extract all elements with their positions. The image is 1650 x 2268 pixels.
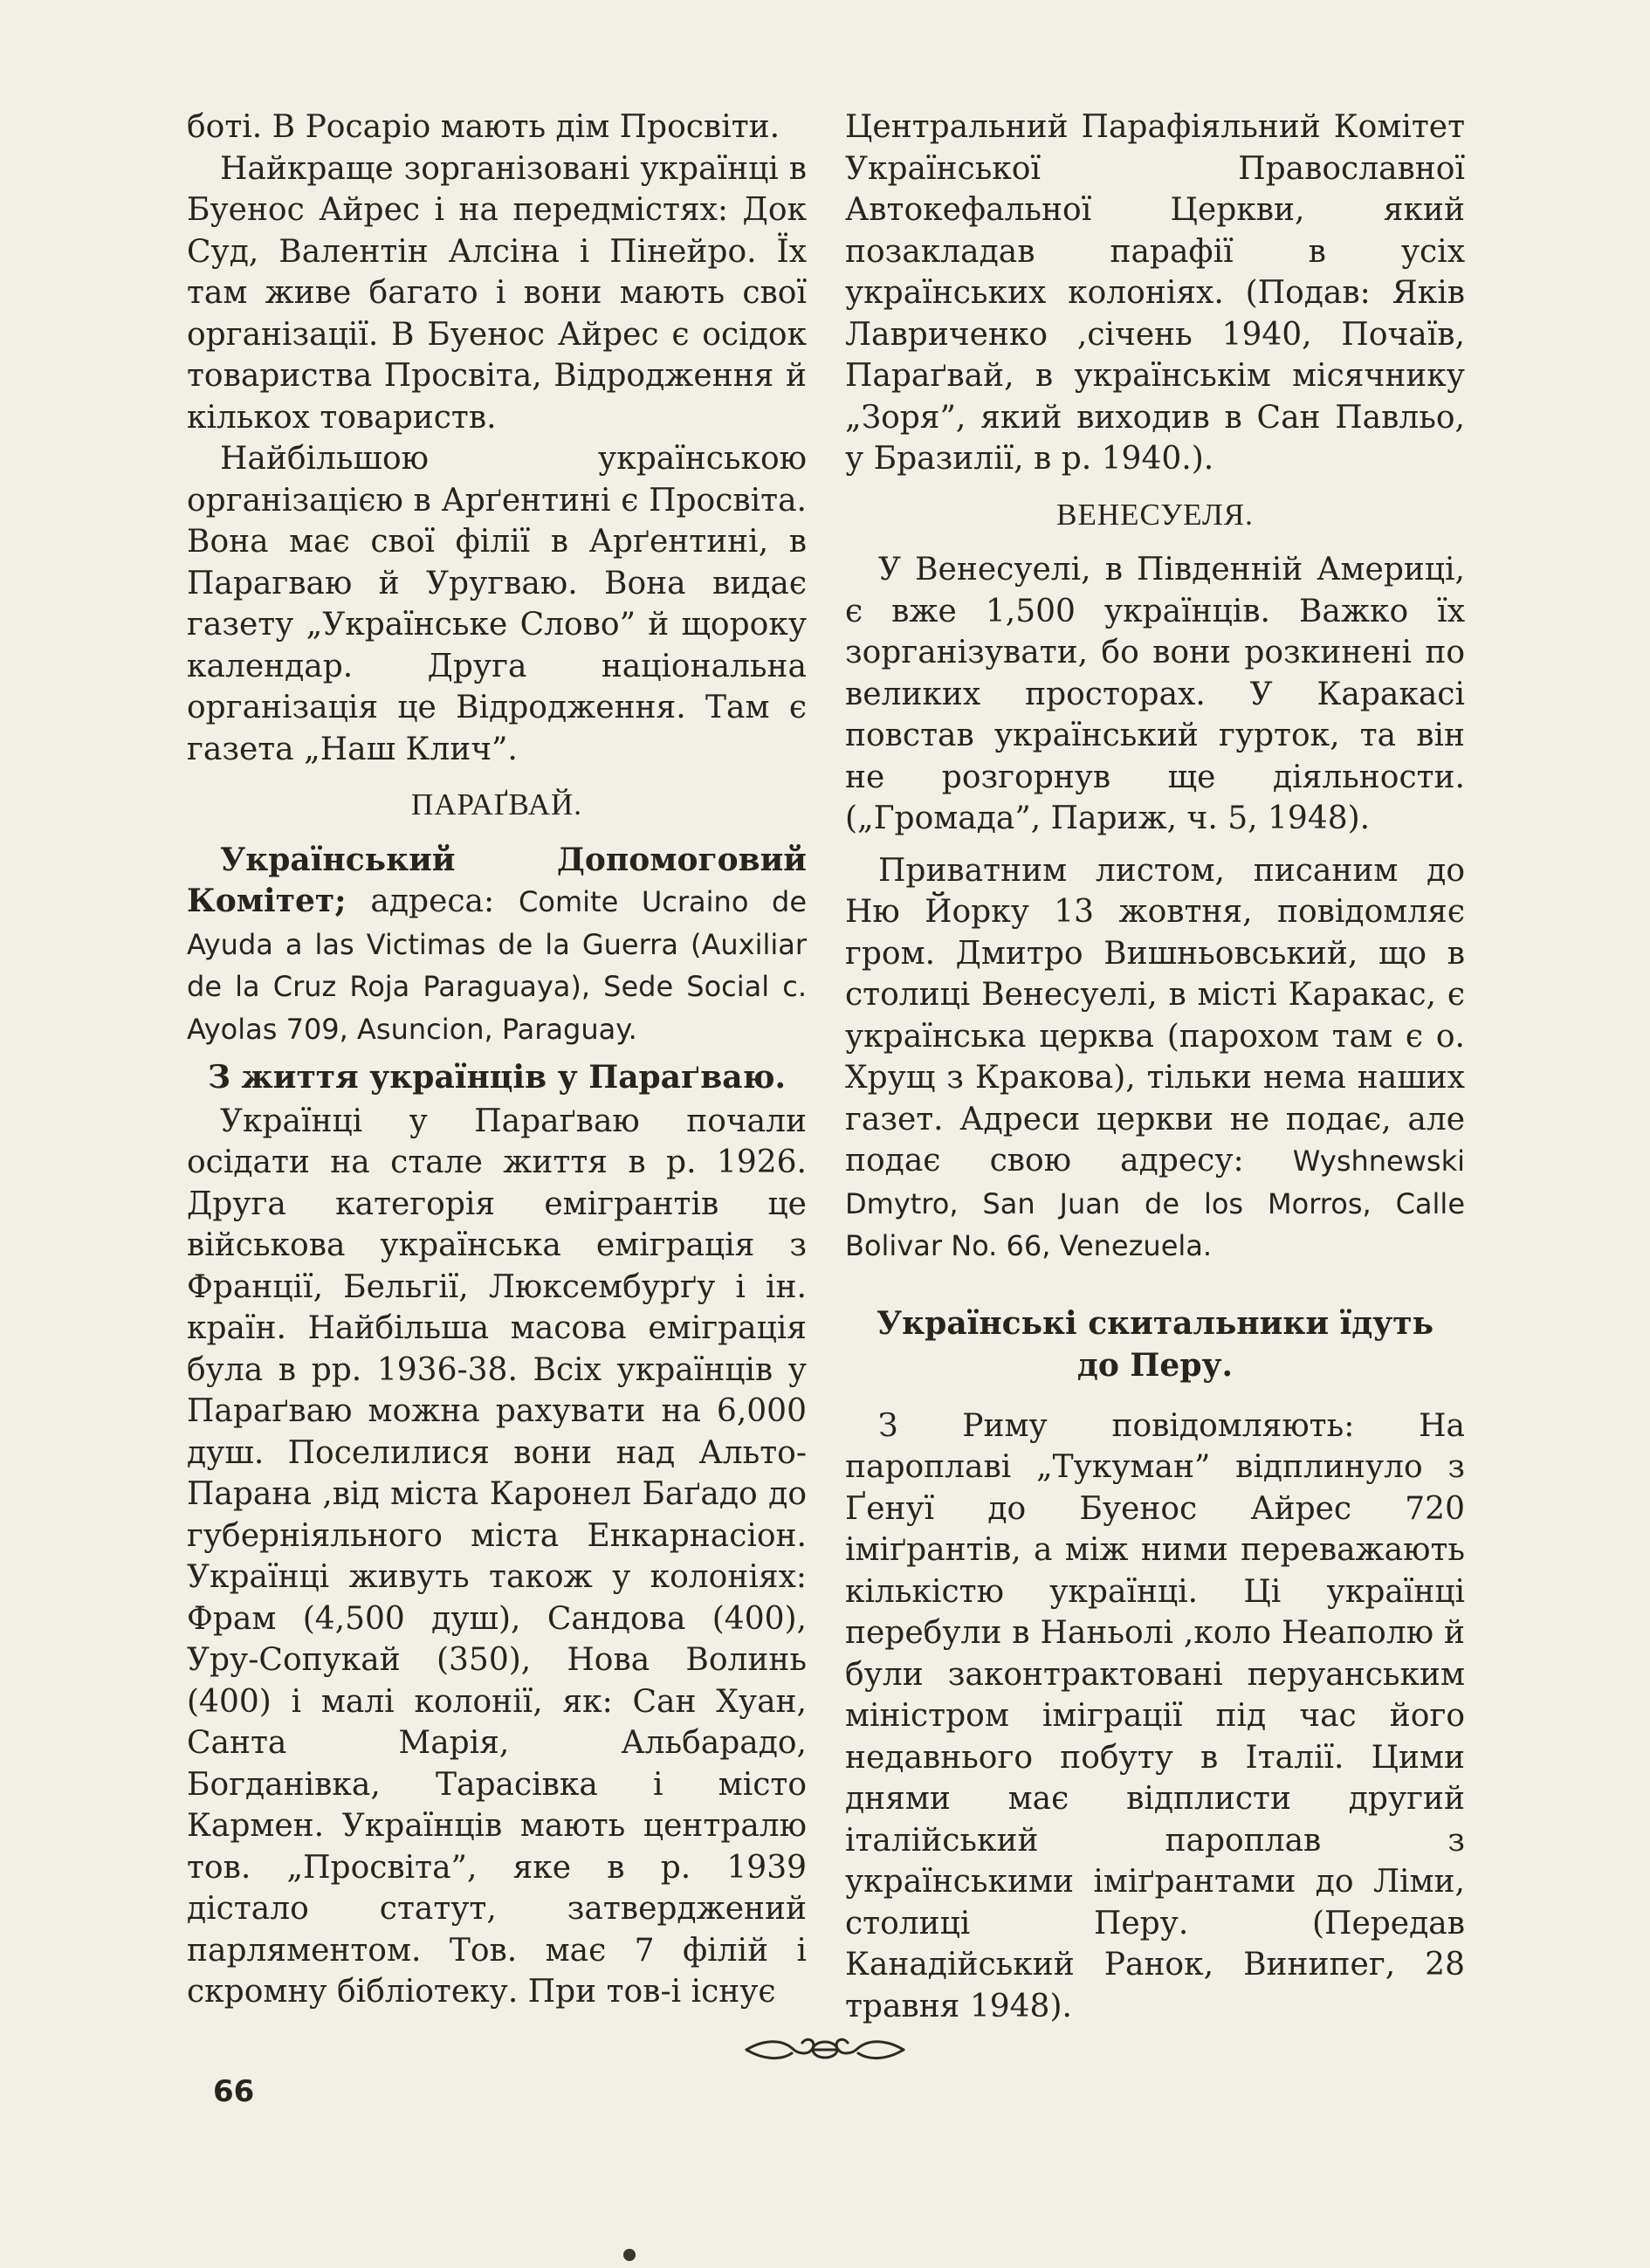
subheading-peru [845, 1302, 1465, 1386]
scan-speck [623, 2249, 636, 2261]
paragraph [845, 850, 1465, 1268]
page-number: 66 [213, 2074, 255, 2109]
spacer [845, 840, 1465, 850]
paragraph: боті. В Росаріо мають дім Просвіти. [187, 109, 780, 145]
subheading-peru-line-1: Українські скитальники їдуть [876, 1304, 1434, 1342]
letter-text: Приватним листом, писаним до Ню Йорку 13 жовтня, повідомляє гром. Дмитро Вишньовський, що в столиці Венесуелі, в місті Каракас, є українська церква (парохом там є о. Хрущ з Кракова), тільки нема наших газет. Адреси церкви не подає, але подає свою адресу: [845, 852, 1465, 1179]
paragraph: У Венесуелі, в Південній Америці, є вже 1,500 українців. Важко їх зорганізувати, бо вони розкинені по великих просторах. У Каракасі повстав український гурток, та він не розгорнув ще діяльности. („Громада”, Париж, ч. 5, 1948). [845, 552, 1465, 836]
scroll-flourish-icon [738, 2024, 912, 2076]
address-label: адреса: [370, 883, 495, 919]
paragraph: Найкраще зорганізовані українці в Буенос Айрес і на передмістях: Док Суд, Валентін Алсіна і Пінейро. Їх там живе багато і вони мають свої організації. В Буенос Айрес є осідок товариства Просвіта, Відродження й кількох товариств. [187, 150, 807, 436]
committee-paragraph [187, 840, 807, 1051]
subheading-life-in-paraguay: З життя українців у Параґваю. [207, 1059, 787, 1096]
paragraph: Українці у Параґваю почали осідати на стале життя в р. 1926. Друга категорія емігрантів це військова українська еміграція з Франції, Бельгії, Люксембурґу і ін. країн. Найбільша масова еміграція була в рр. 1936-38. Всіх українців у Параґваю можна рахувати на 6,000 душ. Поселилися вони над Альто-Парана ,від міста Каронел Баґадо до губерніяльного міста Енкарнасіон. Українці живуть також у колоніях: Фрам (4,500 душ), Сандова (400), Уру-Сопукай (350), Нова Волинь (400) і малі колонії, як: Сан Хуан, Санта Марія, Альбарадо, Богданівка, Тарасівка і місто Кармен. Українців мають централю тов. „Просвіта”, яке в р. 1939 дістало статут, затверджений парляментом. Тов. має 7 філій і скромну бібліотеку. При тов-і існує [187, 1103, 807, 2010]
section-heading-venezuela: ВЕНЕСУЕЛЯ. [1056, 497, 1254, 532]
section-heading-paraguay: ПАРАҐВАЙ. [410, 787, 582, 821]
committee-address: Comite Ucraino de Ayuda a las Victimas de la Guerra (Auxiliar de la Cruz Roja Paraguaya), Sede Social c. Ayolas 709, Asuncion, Paraguay. [187, 885, 807, 1046]
committee-name: Український Допомоговий Комітет; [187, 841, 807, 919]
left-column [187, 107, 807, 2013]
paragraph: Центральний Парафіяльний Комітет Української Православної Автокефальної Церкви, який позакладав парафії в усіх українських колоніях. (Подав: Яків Лавриченко ,січень 1940, Почаїв, Параґвай, в українськім місячнику „Зоря”, який виходив в Сан Павльо, у Бразилії, в р. 1940.). [845, 109, 1465, 477]
paragraph: З Риму повідомляють: На пароплаві „Тукуман” відплинуло з Ґенуї до Буенос Айрес 720 іміґрантів, а між ними переважають кількістю українці. Ці українці перебули в Наньолі ,коло Неаполю й були законтрактовані перуанським міністром іміграції під час його недавнього побуту в Італії. Цими днями має відплисти другий італійський пароплав з українськими іміґрантами до Ліми, столиці Перу. (Передав Канадійський Ранок, Винипег, 28 травня 1948). [845, 1407, 1465, 2024]
paragraph: Найбільшою українською організацією в Арґентині є Просвіта. Вона має свої філії в Арґентині, в Парагваю й Уругваю. Вона видає газету „Українське Слово” й щороку календар. Друга національна організація це Відродження. Там є газета „Наш Клич”. [187, 441, 807, 767]
subheading-peru-line-2: до Перу. [1076, 1346, 1234, 1384]
right-column [845, 107, 1465, 2027]
wyshnewski-address: Wyshnewski Dmytro, San Juan de los Morros, Calle Bolivar No. 66, Venezuela. [845, 1144, 1465, 1262]
